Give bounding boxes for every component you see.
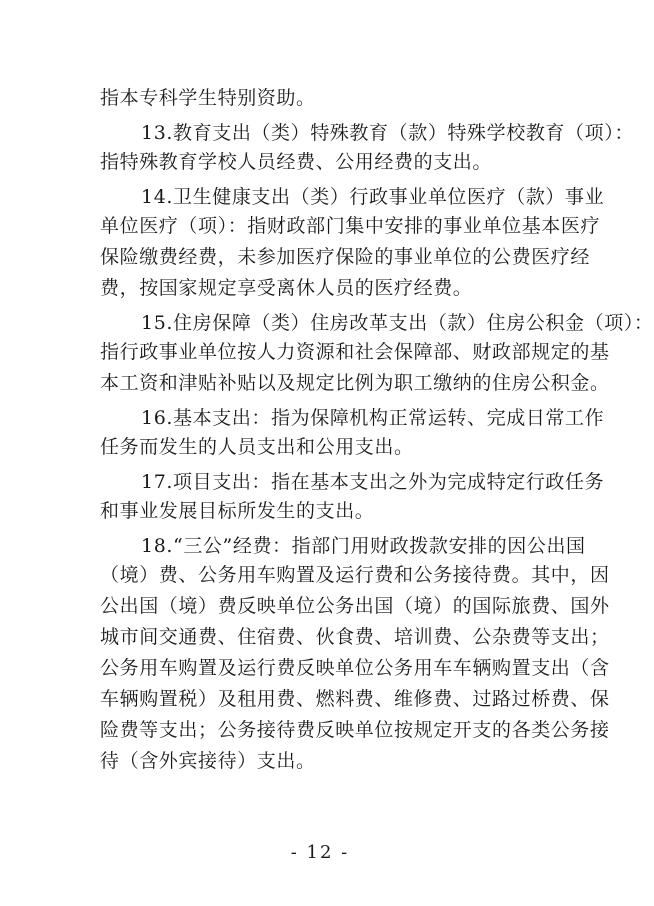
text-line: 14.卫生健康支出（类）行政事业单位医疗（款）事业: [141, 186, 605, 208]
text-line: 13.教育支出（类）特殊教育（款）特殊学校教育（项）：: [141, 122, 634, 144]
page-number: - 12 -: [290, 842, 350, 863]
text-line: 城市间交通费、住宿费、伙食费、培训费、公杂费等支出；: [100, 626, 610, 648]
text-line: 费，按国家规定享受离休人员的医疗经费。: [100, 277, 473, 299]
text-line: 保险缴费经费，未参加医疗保险的事业单位的公费医疗经: [100, 246, 591, 268]
text-line: 15.住房保障（类）住房改革支出（款）住房公积金（项）：: [141, 312, 654, 334]
text-line: 18.“三公”经费：指部门用财政拨款安排的因公出国: [141, 535, 586, 557]
text-line: 和事业发展目标所发生的支出。: [100, 500, 375, 522]
text-line: （境）费、公务用车购置及运行费和公务接待费。其中，因: [100, 564, 610, 586]
text-line: 指行政事业单位按人力资源和社会保障部、财政部规定的基: [100, 341, 610, 363]
text-line: 17.项目支出：指在基本支出之外为完成特定行政任务: [141, 471, 605, 493]
text-line: 车辆购置税）及租用费、燃料费、维修费、过路过桥费、保: [100, 688, 610, 710]
text-line: 指特殊教育学校人员经费、公用经费的支出。: [100, 151, 493, 173]
text-line: 本工资和津贴补贴以及规定比例为职工缴纳的住房公积金。: [100, 372, 610, 394]
text-line: 16.基本支出：指为保障机构正常运转、完成日常工作: [141, 407, 605, 429]
text-line: 单位医疗（项）：指财政部门集中安排的事业单位基本医疗: [100, 215, 601, 237]
text-line: 任务而发生的人员支出和公用支出。: [100, 436, 414, 458]
text-line: 待（含外宾接待）支出。: [100, 750, 316, 772]
text-line: 指本专科学生特别资助。: [100, 87, 316, 109]
text-line: 公出国（境）费反映单位公务出国（境）的国际旅费、国外: [100, 595, 610, 617]
text-line: 公务用车购置及运行费反映单位公务用车车辆购置支出（含: [100, 657, 610, 679]
text-line: 险费等支出；公务接待费反映单位按规定开支的各类公务接: [100, 719, 610, 741]
